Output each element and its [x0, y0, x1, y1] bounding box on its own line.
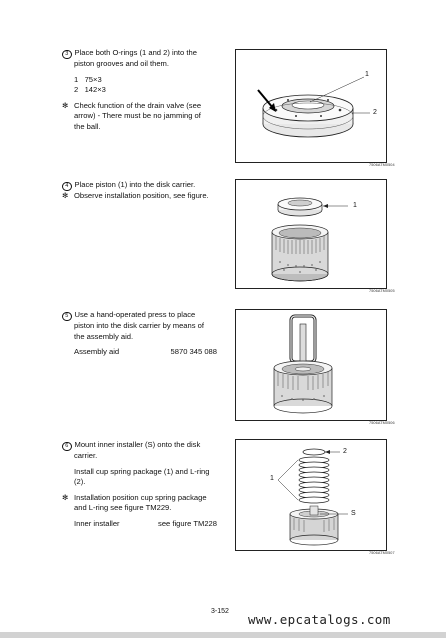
note-text: Installation position cup spring package: [74, 492, 207, 502]
note-asterisk: ✻: [62, 492, 69, 502]
spring-illustration: [236, 440, 386, 550]
size-value: 75×3: [84, 74, 102, 84]
figure-code: 7506ATM0505: [369, 289, 395, 293]
step-text: Place both O-rings (1 and 2) into the: [74, 48, 197, 57]
note-text: Check function of the drain valve (see: [74, 100, 202, 110]
step-6: [62, 440, 217, 529]
note-asterisk: ✻: [62, 100, 69, 110]
note-asterisk: ✻: [62, 191, 69, 200]
assembly-aid-value: 5870 345 088: [170, 347, 217, 356]
footer-bar: [0, 632, 446, 638]
watermark-link[interactable]: www.epcatalogs.com: [248, 612, 391, 627]
step-text: Place piston (1) into the disk carrier.: [74, 180, 196, 189]
callout-s: S: [351, 510, 356, 517]
callout-1: 1: [365, 71, 369, 78]
callout-1: 1: [270, 475, 274, 482]
step-number: 5: [62, 312, 72, 322]
size-index: 2: [74, 85, 79, 94]
press-illustration: [236, 310, 386, 420]
step-number: 6: [62, 442, 72, 452]
callout-1: 1: [353, 202, 357, 209]
carrier-illustration: [236, 180, 386, 288]
step-text: the assembly aid.: [74, 331, 134, 341]
step-3: [62, 48, 217, 132]
figure-code: 7506ATM0507: [369, 551, 395, 555]
step-text: piston into the disk carrier by means of: [74, 321, 204, 330]
inner-installer-value: see figure TM228: [158, 518, 217, 528]
step-4: [62, 180, 222, 202]
callout-2: 2: [373, 109, 377, 116]
figure-code: 7506ATM0504: [369, 163, 395, 167]
step-text: piston grooves and oil them.: [74, 59, 169, 68]
step-number: 3: [62, 50, 72, 60]
step-text: Use a hand-operated press to place: [74, 310, 196, 319]
callout-2: 2: [343, 448, 347, 455]
note-text: Observe installation position, see figure.: [74, 191, 209, 200]
inner-installer-label: Inner installer: [74, 518, 120, 528]
size-index: 1: [74, 74, 79, 84]
step-text: Install cup spring package (1) and L-ring: [74, 466, 210, 476]
figure-piston-orings: [235, 49, 387, 163]
step-text: (2).: [74, 477, 86, 486]
piston-illustration: [236, 50, 386, 162]
size-value: 142×3: [84, 85, 106, 94]
page-number: 3-152: [211, 608, 229, 615]
step-text: Mount inner installer (S) onto the disk: [74, 440, 201, 449]
figure-spring-package: [235, 439, 387, 551]
figure-piston-carrier: [235, 179, 387, 289]
note-text: arrow) - There must be no jamming of: [74, 111, 201, 120]
figure-press: [235, 309, 387, 421]
figure-code: 7506ATM0506: [369, 421, 395, 425]
note-text: the ball.: [74, 121, 101, 131]
assembly-aid-label: Assembly aid: [74, 347, 120, 356]
step-number: 4: [62, 182, 72, 192]
step-5: [62, 310, 217, 358]
note-text: and L-ring see figure TM229.: [74, 503, 172, 512]
step-text: carrier.: [74, 451, 98, 460]
